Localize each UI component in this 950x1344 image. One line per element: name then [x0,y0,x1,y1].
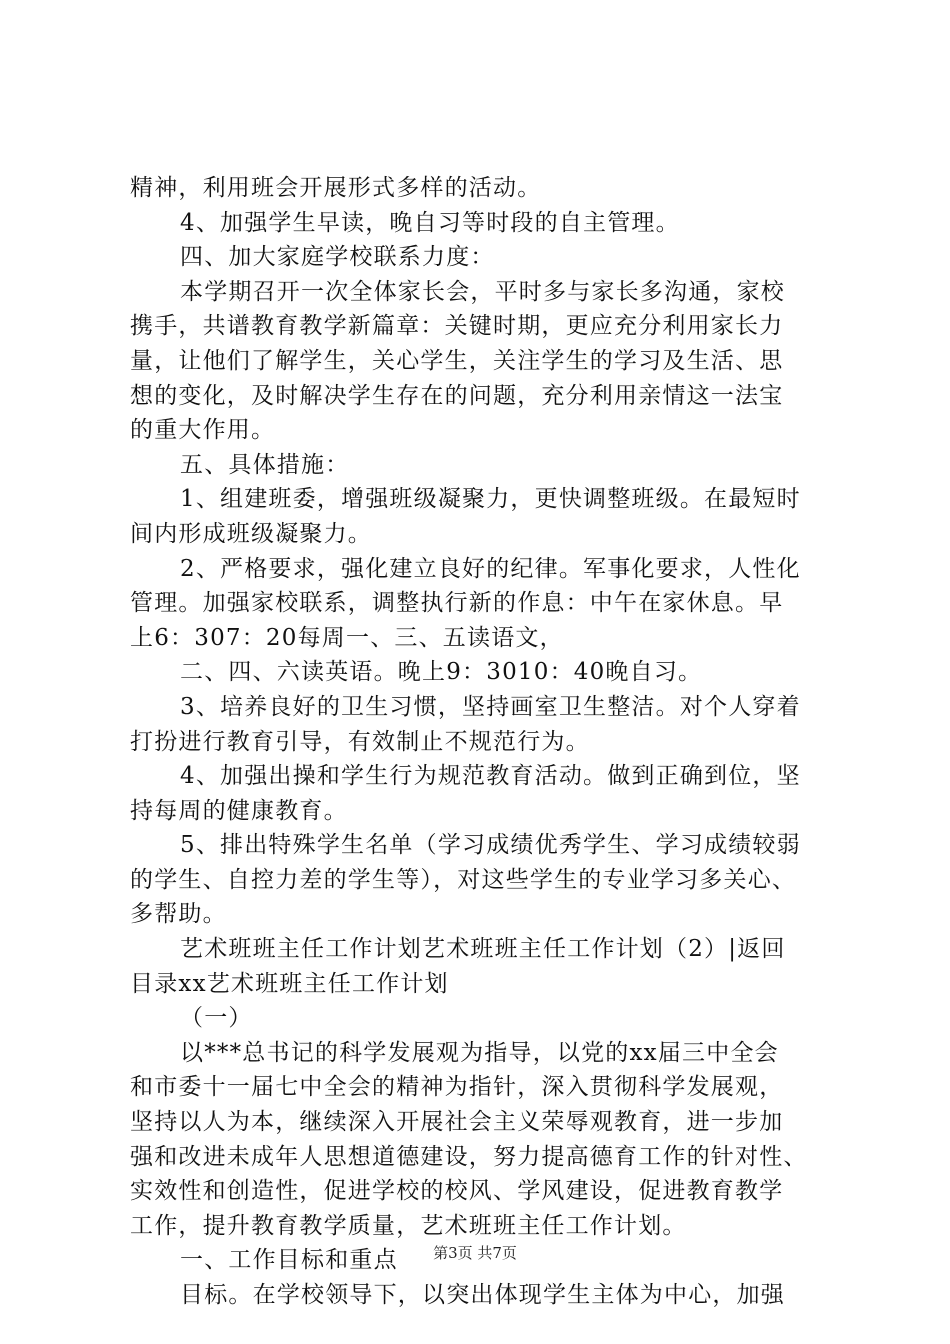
text-line: 2、严格要求，强化建立良好的纪律。军事化要求，人性化 [180,555,801,582]
text-line: 工作，提升教育教学质量，艺术班班主任工作计划。 [130,1212,687,1239]
document-body [130,171,830,1313]
text-line: 目录xx艺术班班主任工作计划 [130,970,449,997]
text-line: 多帮助。 [130,901,227,928]
text-line: 和市委十一届七中全会的精神为指针，深入贯彻科学发展观， [130,1074,784,1101]
text-line: 本学期召开一次全体家长会，平时多与家长多沟通，家校 [180,278,785,305]
text-line: 一、工作目标和重点 [180,1247,398,1274]
text-line: 上6：307：20每周一、三、五读语文， [130,624,564,651]
text-line: 携手，共谱教育教学新篇章：关键时期，更应充分利用家长力 [130,313,784,340]
text-line: 五、具体措施： [180,451,350,478]
text-line: 1、组建班委，增强班级凝聚力，更快调整班级。在最短时 [180,486,801,513]
text-line: （一） [180,1005,253,1032]
text-line: 艺术班班主任工作计划艺术班班主任工作计划（2）|返回 [180,936,786,963]
text-line: 持每周的健康教育。 [130,797,348,824]
text-line: 管理。加强家校联系，调整执行新的作息：中午在家休息。早 [130,590,784,617]
text-line: 坚持以人为本，继续深入开展社会主义荣辱观教育，进一步加 [130,1109,784,1136]
text-line: 目标。在学校领导下，以突出体现学生主体为中心，加强 [180,1282,785,1308]
text-line: 想的变化，及时解决学生存在的问题，充分利用亲情这一法宝 [130,382,784,409]
text-line: 四、加大家庭学校联系力度： [180,244,495,271]
text-line: 5、排出特殊学生名单（学习成绩优秀学生、学习成绩较弱 [180,832,801,859]
text-line: 实效性和创造性，促进学校的校风、学风建设，促进教育教学 [130,1178,784,1205]
text-line: 的学生、自控力差的学生等），对这些学生的专业学习多关心、 [130,866,797,893]
text-line: 二、四、六读英语。晚上9：3010：40晚自习。 [180,659,703,686]
text-line: 的重大作用。 [130,417,276,444]
text-line: 以***总书记的科学发展观为指导，以党的xx届三中全会 [180,1039,779,1066]
text-line: 打扮进行教育引导，有效制止不规范行为。 [130,728,590,755]
text-line: 4、加强学生早读，晚自习等时段的自主管理。 [180,209,680,236]
text-line: 精神，利用班会开展形式多样的活动。 [130,175,542,201]
text-line: 强和改进未成年人思想道德建设，努力提高德育工作的针对性、 [130,1143,808,1170]
text-line: 间内形成班级凝聚力。 [130,520,372,547]
page-footer: 第3页 共7页 [433,1244,517,1262]
text-line: 4、加强出操和学生行为规范教育活动。做到正确到位，坚 [180,763,801,790]
text-line: 量，让他们了解学生，关心学生，关注学生的学习及生活、思 [130,347,784,374]
text-line: 3、培养良好的卫生习惯，坚持画室卫生整洁。对个人穿着 [180,693,801,720]
